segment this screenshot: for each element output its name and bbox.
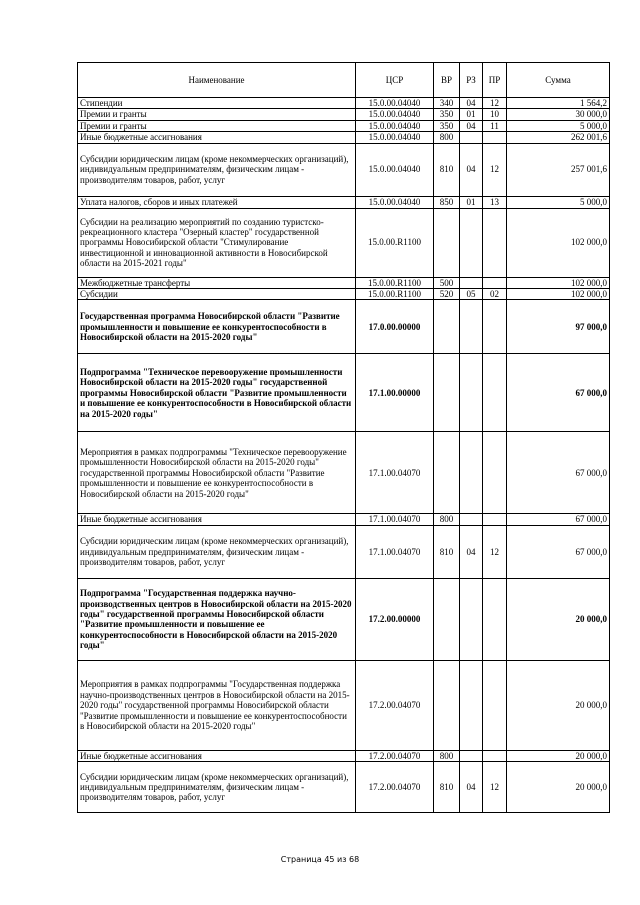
cell-pr: 13 (483, 196, 507, 208)
table-header-row (78, 63, 610, 98)
cell-sum: 1 564,2 (507, 98, 610, 109)
cell-csr: 17.1.00.00000 (356, 354, 434, 432)
table-row (78, 750, 610, 761)
cell-pr (483, 300, 507, 354)
cell-name: Стипендии (78, 98, 356, 109)
cell-pr: 02 (483, 289, 507, 300)
cell-rz: 04 (460, 762, 483, 813)
cell-rz: 05 (460, 289, 483, 300)
cell-vr (434, 208, 460, 277)
cell-sum: 102 000,0 (507, 208, 610, 277)
cell-vr: 810 (434, 762, 460, 813)
cell-vr (434, 660, 460, 750)
cell-vr: 800 (434, 132, 460, 143)
cell-rz: 04 (460, 143, 483, 196)
cell-vr: 350 (434, 120, 460, 131)
cell-sum: 102 000,0 (507, 289, 610, 300)
cell-rz (460, 432, 483, 514)
cell-rz: 04 (460, 98, 483, 109)
table-row (78, 196, 610, 208)
cell-csr: 15.0.00.R1100 (356, 289, 434, 300)
cell-name: Премии и гранты (78, 109, 356, 120)
header-sum: Сумма (507, 63, 610, 98)
cell-rz: 04 (460, 525, 483, 578)
page-number: Страница 45 из 68 (280, 855, 360, 864)
cell-vr: 810 (434, 525, 460, 578)
cell-pr (483, 660, 507, 750)
cell-sum: 20 000,0 (507, 578, 610, 660)
cell-rz (460, 514, 483, 525)
cell-vr (434, 354, 460, 432)
cell-vr: 520 (434, 289, 460, 300)
cell-pr (483, 750, 507, 761)
cell-csr: 17.1.00.04070 (356, 514, 434, 525)
cell-rz (460, 354, 483, 432)
cell-csr: 17.2.00.04070 (356, 750, 434, 761)
cell-vr: 340 (434, 98, 460, 109)
table-row (78, 762, 610, 813)
cell-pr (483, 277, 507, 288)
cell-name: Межбюджетные трансферты (78, 277, 356, 288)
table-row (78, 208, 610, 277)
cell-vr (434, 578, 460, 660)
header-rz: РЗ (460, 63, 483, 98)
cell-rz (460, 750, 483, 761)
cell-name: Премии и гранты (78, 120, 356, 131)
cell-pr (483, 208, 507, 277)
cell-sum: 20 000,0 (507, 762, 610, 813)
cell-pr: 10 (483, 109, 507, 120)
table-body (78, 98, 610, 813)
cell-name: Субсидии юридическим лицам (кроме некоммерческих организаций), индивидуальным предпринимателям, физическим лицам - производителям товаров, работ, услуг (78, 525, 356, 578)
cell-rz: 01 (460, 196, 483, 208)
cell-name: Мероприятия в рамках подпрограммы "Техническое перевооружение промышленности Новосибирской области на 2015-2020 годы" государственной программы Новосибирской области "Развитие промышленности и повышение ее конкурентоспособности в Новосибирской области на 2015-2020 годы" (78, 432, 356, 514)
table-row (78, 354, 610, 432)
cell-name: Субсидии (78, 289, 356, 300)
cell-pr (483, 132, 507, 143)
cell-sum: 257 001,6 (507, 143, 610, 196)
cell-rz (460, 277, 483, 288)
table-row (78, 120, 610, 131)
table-row (78, 132, 610, 143)
cell-csr: 17.0.00.00000 (356, 300, 434, 354)
table-row (78, 432, 610, 514)
cell-pr: 12 (483, 525, 507, 578)
cell-vr: 850 (434, 196, 460, 208)
cell-pr (483, 432, 507, 514)
cell-name: Уплата налогов, сборов и иных платежей (78, 196, 356, 208)
cell-vr: 350 (434, 109, 460, 120)
budget-table (77, 62, 610, 813)
cell-pr (483, 514, 507, 525)
cell-csr: 15.0.00.04040 (356, 109, 434, 120)
cell-csr: 15.0.00.04040 (356, 132, 434, 143)
cell-sum: 67 000,0 (507, 525, 610, 578)
cell-name: Иные бюджетные ассигнования (78, 132, 356, 143)
cell-vr: 810 (434, 143, 460, 196)
cell-csr: 17.2.00.04070 (356, 660, 434, 750)
cell-rz (460, 300, 483, 354)
cell-rz (460, 660, 483, 750)
cell-pr (483, 354, 507, 432)
table-row (78, 289, 610, 300)
cell-rz (460, 132, 483, 143)
cell-csr: 15.0.00.04040 (356, 143, 434, 196)
cell-vr: 800 (434, 750, 460, 761)
cell-sum: 20 000,0 (507, 660, 610, 750)
cell-rz: 04 (460, 120, 483, 131)
cell-pr: 12 (483, 143, 507, 196)
cell-vr (434, 432, 460, 514)
cell-name: Субсидии юридическим лицам (кроме некоммерческих организаций), индивидуальным предпринимателям, физическим лицам - производителям товаров, работ, услуг (78, 762, 356, 813)
cell-sum: 5 000,0 (507, 196, 610, 208)
table-row (78, 578, 610, 660)
cell-name: Подпрограмма "Государственная поддержка научно-производственных центров в Новосибирской области на 2015-2020 годы" государственной программы Новосибирской области "Развитие промышленности и повышение ее конкурентоспособности в Новосибирской области на 2015-2020 годы" (78, 578, 356, 660)
table-row (78, 277, 610, 288)
cell-name: Иные бюджетные ассигнования (78, 514, 356, 525)
cell-rz: 01 (460, 109, 483, 120)
cell-name: Иные бюджетные ассигнования (78, 750, 356, 761)
cell-name: Мероприятия в рамках подпрограммы "Государственная поддержка научно-производственных центров в Новосибирской области на 2015-2020 годы" государственной программы Новосибирской области "Развитие промышленности и повышение ее конкурентоспособности в Новосибирской области на 2015-2020 годы" (78, 660, 356, 750)
cell-sum: 20 000,0 (507, 750, 610, 761)
cell-sum: 262 001,6 (507, 132, 610, 143)
cell-sum: 67 000,0 (507, 432, 610, 514)
cell-sum: 67 000,0 (507, 514, 610, 525)
table-row (78, 98, 610, 109)
cell-sum: 30 000,0 (507, 109, 610, 120)
cell-csr: 17.1.00.04070 (356, 525, 434, 578)
cell-pr: 12 (483, 98, 507, 109)
cell-name: Подпрограмма "Техническое перевооружение промышленности Новосибирской области на 2015-2020 годы" государственной программы Новосибирской области "Развитие промышленности и повышение ее конкурентоспособности в Новосибирской области на 2015-2020 годы" (78, 354, 356, 432)
table-row (78, 300, 610, 354)
table-row (78, 514, 610, 525)
header-vr: ВР (434, 63, 460, 98)
cell-rz (460, 578, 483, 660)
cell-vr: 800 (434, 514, 460, 525)
cell-csr: 15.0.00.04040 (356, 98, 434, 109)
cell-pr: 11 (483, 120, 507, 131)
cell-csr: 15.0.00.R1100 (356, 208, 434, 277)
table-row (78, 143, 610, 196)
header-pr: ПР (483, 63, 507, 98)
header-name: Наименование (78, 63, 356, 98)
cell-csr: 15.0.00.04040 (356, 120, 434, 131)
cell-name: Субсидии юридическим лицам (кроме некоммерческих организаций), индивидуальным предпринимателям, физическим лицам - производителям товаров, работ, услуг (78, 143, 356, 196)
cell-sum: 97 000,0 (507, 300, 610, 354)
cell-csr: 15.0.00.R1100 (356, 277, 434, 288)
cell-vr: 500 (434, 277, 460, 288)
table-row (78, 525, 610, 578)
cell-rz (460, 208, 483, 277)
cell-csr: 17.2.00.00000 (356, 578, 434, 660)
cell-csr: 17.2.00.04070 (356, 762, 434, 813)
cell-sum: 67 000,0 (507, 354, 610, 432)
cell-pr (483, 578, 507, 660)
cell-csr: 17.1.00.04070 (356, 432, 434, 514)
cell-sum: 102 000,0 (507, 277, 610, 288)
table-row (78, 109, 610, 120)
cell-name: Государственная программа Новосибирской области "Развитие промышленности и повышение ее конкурентоспособности в Новосибирской области на 2015-2020 годы" (78, 300, 356, 354)
cell-pr: 12 (483, 762, 507, 813)
table-row (78, 660, 610, 750)
cell-vr (434, 300, 460, 354)
cell-csr: 15.0.00.04040 (356, 196, 434, 208)
header-csr: ЦСР (356, 63, 434, 98)
cell-name: Субсидии на реализацию мероприятий по созданию туристско-рекреационного кластера "Озерный кластер" государственной программы Новосибирской области "Стимулирование инвестиционной и инновационной активности в Новосибирской области на 2015-2021 годы" (78, 208, 356, 277)
cell-sum: 5 000,0 (507, 120, 610, 131)
